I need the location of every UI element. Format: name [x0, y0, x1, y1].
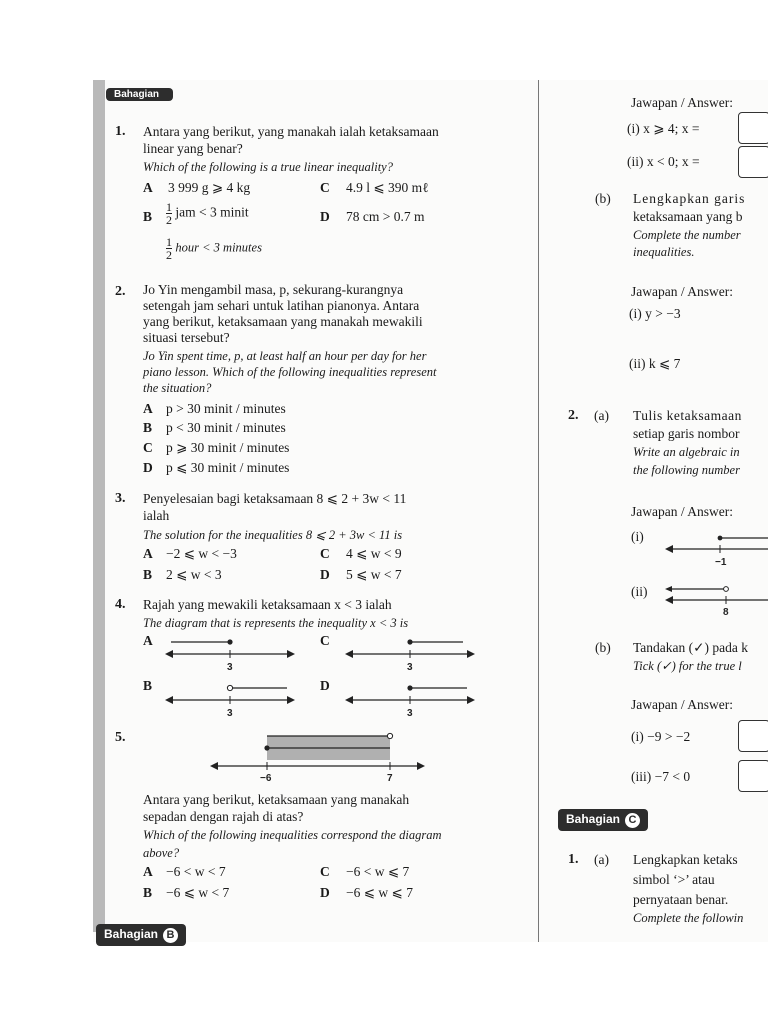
q1-number: 1. — [115, 124, 126, 139]
q5-text-en-1: Which of the following inequalities correspond the diagram — [143, 828, 442, 842]
q2-text-en-3: the situation? — [143, 381, 212, 395]
part-b-en-1: Complete the number — [633, 228, 741, 242]
part-b2-en: Tick (✓) for the true l — [633, 659, 742, 673]
section-c-badge: Bahagian C — [558, 809, 648, 831]
q4-text-en: The diagram that is represents the inequality x < 3 is — [143, 616, 409, 630]
q1-option-b: $\frac{1}{2}$ jam < 3 minit — [166, 200, 249, 227]
q5-option-a: −6 < w < 7 — [166, 864, 226, 879]
answer-3-ii: (ii) — [631, 584, 648, 599]
q4-a-tick: 3 — [227, 662, 233, 673]
part-b-label: (b) — [595, 191, 611, 206]
q4-d-tick: 3 — [407, 708, 413, 719]
q5-number: 5. — [115, 730, 126, 745]
q1-option-a-label: A — [143, 180, 153, 195]
q4-b-tick: 3 — [227, 708, 233, 719]
q2-option-c: p ⩾ 30 minit / minutes — [166, 440, 290, 455]
q3-option-a: −2 ⩽ w < −3 — [166, 546, 237, 561]
number-line-ii — [665, 583, 768, 618]
q2a-ms-2: setiap garis nombor — [633, 426, 740, 441]
section-header-badge: Bahagian — [106, 88, 173, 101]
q4-option-d-label: D — [320, 678, 330, 693]
c1-ms-1: Lengkapkan ketaks — [633, 852, 738, 867]
q2-right-number: 2. — [568, 408, 579, 423]
q2-text-en-1: Jo Yin spent time, p, at least half an hour per day for her — [143, 349, 427, 363]
c1-ms-2: simbol ‘>’ atau — [633, 872, 715, 887]
fraction-half: $\frac{1}{2}$ — [166, 200, 172, 227]
q5-text-en-2: above? — [143, 846, 180, 860]
answer-label-3: Jawapan / Answer: — [631, 504, 733, 519]
tick-box-iii[interactable] — [738, 760, 768, 792]
part-b2-label: (b) — [595, 640, 611, 655]
q5-tick-left: −6 — [260, 773, 272, 784]
q4-option-c-label: C — [320, 633, 330, 648]
q1-option-b-label: B — [143, 209, 153, 224]
answer-4-iii: (iii) −7 < 0 — [631, 769, 691, 784]
tick-i: −1 — [715, 557, 727, 568]
q1-option-d: 78 cm > 0.7 m — [346, 209, 425, 224]
q3-option-b-label: B — [143, 567, 153, 582]
answer-label-2: Jawapan / Answer: — [631, 284, 733, 299]
q2-option-b-label: B — [143, 420, 153, 435]
q1-option-b-en: $\frac{1}{2}$ hour < 3 minutes — [166, 235, 262, 262]
q2-option-b: p < 30 minit / minutes — [166, 420, 286, 435]
q1-option-c-label: C — [320, 180, 330, 195]
q4-text-ms: Rajah yang mewakili ketaksamaan x < 3 ialah — [143, 597, 392, 612]
q2-text-en-2: piano lesson. Which of the following inequalities represent — [143, 365, 437, 379]
tick-box-i[interactable] — [738, 720, 768, 752]
q2-number: 2. — [115, 284, 126, 299]
answer-1-i: (i) x ⩾ 4; x = — [627, 121, 700, 136]
answer-2-i: (i) y > −3 — [629, 306, 681, 321]
answer-label-1: Jawapan / Answer: — [631, 95, 733, 110]
q4-option-b-diagram — [165, 680, 295, 720]
q2-text-ms-1: Jo Yin mengambil masa, p, sekurang-kurangnya — [143, 282, 404, 297]
tick-ii: 8 — [723, 607, 729, 618]
q2-option-d: p ⩽ 30 minit / minutes — [166, 460, 290, 475]
q5-option-c-label: C — [320, 864, 330, 879]
q1-text-ms-2: linear yang benar? — [143, 141, 243, 156]
answer-box-1ii[interactable] — [738, 146, 768, 178]
q3-option-c-label: C — [320, 546, 330, 561]
q4-option-b-label: B — [143, 678, 153, 693]
q5-option-d: −6 ⩽ w ⩽ 7 — [346, 885, 413, 900]
q3-text-ms-1: Penyelesaian bagi ketaksamaan 8 ⩽ 2 + 3w < 11 — [143, 491, 407, 506]
q1-option-d-label: D — [320, 209, 330, 224]
number-line-i — [665, 535, 768, 570]
q5-option-d-label: D — [320, 885, 330, 900]
part-b2-ms: Tandakan (✓) pada k — [633, 640, 748, 655]
answer-box-1i[interactable] — [738, 112, 768, 144]
q1-option-c: 4.9 l ⩽ 390 mℓ — [346, 180, 429, 195]
c1-en: Complete the followin — [633, 911, 744, 925]
q3-option-d: 5 ⩽ w < 7 — [346, 567, 402, 582]
q3-option-b: 2 ⩽ w < 3 — [166, 567, 222, 582]
fraction-half-en: $\frac{1}{2}$ — [166, 235, 172, 262]
q5-text-ms-2: sepadan dengan rajah di atas? — [143, 809, 304, 824]
answer-label-4: Jawapan / Answer: — [631, 697, 733, 712]
q5-tick-right: 7 — [387, 773, 393, 784]
q4-option-d-diagram — [345, 680, 475, 720]
c1-ms-3: pernyataan benar. — [633, 892, 729, 907]
q3-text-en: The solution for the inequalities 8 ⩽ 2 + 3w < 11 is — [143, 528, 403, 542]
part-b-ms-2: ketaksamaan yang b — [633, 209, 743, 224]
q3-option-c: 4 ⩽ w < 9 — [346, 546, 402, 561]
answer-3-i: (i) — [631, 529, 644, 544]
q2-text-ms-4: situasi tersebut? — [143, 330, 230, 345]
q3-option-a-label: A — [143, 546, 153, 561]
q1-text-ms-1: Antara yang berikut, yang manakah ialah ketaksamaan — [143, 124, 439, 139]
q5-option-c: −6 < w ⩽ 7 — [346, 864, 410, 879]
q3-option-d-label: D — [320, 567, 330, 582]
c1-label: (a) — [594, 852, 609, 867]
q5-option-a-label: A — [143, 864, 153, 879]
q4-option-a-label: A — [143, 633, 153, 648]
footer-section-badge: Bahagian B — [96, 924, 186, 946]
column-divider — [538, 80, 539, 942]
q2a-ms-1: Tulis ketaksamaan — [633, 408, 742, 423]
q2-option-c-label: C — [143, 440, 153, 455]
q4-c-tick: 3 — [407, 662, 413, 673]
q2a-label: (a) — [594, 408, 609, 423]
c1-number: 1. — [568, 852, 579, 867]
part-b-en-2: inequalities. — [633, 245, 695, 259]
q1-option-a: 3 999 g ⩾ 4 kg — [168, 180, 251, 195]
q4-number: 4. — [115, 597, 126, 612]
q2a-en-2: the following number — [633, 463, 740, 477]
q2-option-a-label: A — [143, 401, 153, 416]
q3-text-ms-2: ialah — [143, 508, 170, 523]
q4-option-a-diagram — [165, 634, 295, 674]
q2-option-a: p > 30 minit / minutes — [166, 401, 286, 416]
q5-option-b-label: B — [143, 885, 153, 900]
q2-text-ms-3: yang berikut, ketaksamaan yang manakah mewakili — [143, 314, 423, 329]
q1-text-en: Which of the following is a true linear inequality? — [143, 160, 393, 174]
q5-diagram — [210, 730, 425, 782]
q5-option-b: −6 ⩽ w < 7 — [166, 885, 230, 900]
answer-2-ii: (ii) k ⩽ 7 — [629, 356, 681, 371]
q2a-en-1: Write an algebraic in — [633, 445, 740, 459]
q3-number: 3. — [115, 491, 126, 506]
q2-text-ms-2: setengah jam sehari untuk latihan pianonya. Antara — [143, 298, 420, 313]
answer-4-i: (i) −9 > −2 — [631, 729, 691, 744]
q2-option-d-label: D — [143, 460, 153, 475]
page-edge-shadow — [93, 80, 105, 932]
answer-1-ii: (ii) x < 0; x = — [627, 154, 700, 169]
q4-option-c-diagram — [345, 634, 475, 674]
q5-text-ms-1: Antara yang berikut, ketaksamaan yang manakah — [143, 792, 410, 807]
part-b-ms-1: Lengkapkan garis — [633, 191, 746, 206]
